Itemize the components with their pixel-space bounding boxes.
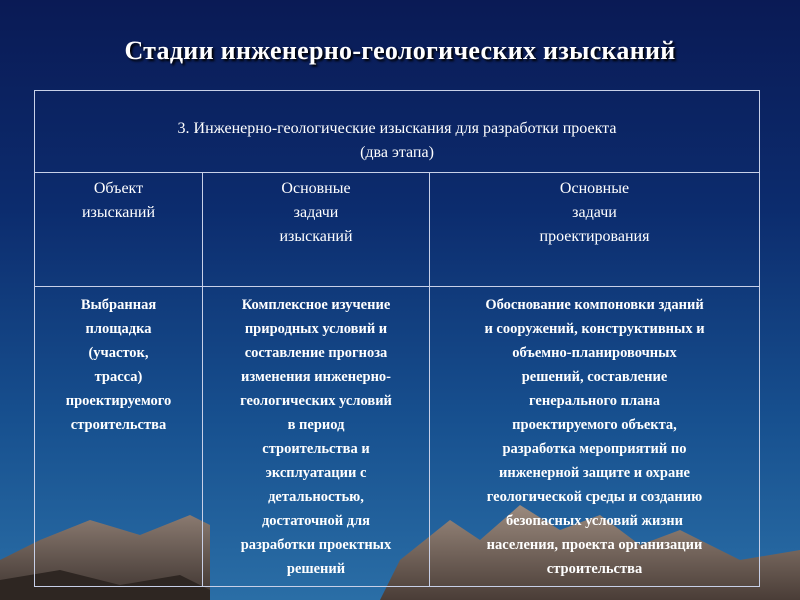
cell-design-tasks	[430, 287, 760, 587]
slide-title: Стадии инженерно-геологических изысканий	[124, 36, 676, 65]
cell-line: генерального плана	[529, 393, 660, 409]
cell-line: Выбранная	[80, 297, 157, 313]
cell-line: строительства и	[262, 441, 370, 457]
column-header-line: изысканий	[81, 204, 156, 221]
cell-line: безопасных условий жизни	[506, 513, 683, 529]
column-header-line: Основные	[559, 180, 630, 197]
cell-line: изменения инженерно-	[240, 369, 391, 385]
column-header-line: Объект	[93, 180, 144, 197]
cell-line: трасса)	[94, 369, 143, 385]
column-header-line: изысканий	[279, 228, 353, 245]
cell-line: проектируемого объекта,	[512, 417, 677, 433]
cell-line: разработки проектных	[240, 537, 392, 553]
cell-line: геологических условий	[240, 393, 392, 409]
column-header-line: проектирования	[539, 228, 650, 245]
cell-line: строительства	[546, 561, 643, 577]
cell-line: (участок,	[88, 345, 149, 361]
cell-line: разработка мероприятий по	[502, 441, 687, 457]
cell-line: решений	[286, 561, 346, 577]
cell-line: достаточной для	[261, 513, 371, 529]
cell-line: населения, проекта организации	[486, 537, 703, 553]
cell-line: проектируемого	[65, 393, 172, 409]
cell-line: детальностью,	[268, 489, 364, 505]
column-header-line: Основные	[281, 180, 351, 197]
cell-line: геологической среды и созданию	[486, 489, 703, 505]
cell-survey-tasks	[203, 287, 430, 587]
cell-line: объемно-планировочных	[512, 345, 677, 361]
column-header-survey-tasks	[203, 173, 430, 287]
cell-line: природных условий и	[244, 321, 388, 337]
header-line: 3. Инженерно-геологические изыскания для разработки проекта	[177, 120, 617, 137]
column-header-line: задачи	[293, 204, 339, 221]
cell-line: инженерной защите и охране	[499, 465, 690, 481]
cell-line: и сооружений, конструктивных и	[484, 321, 705, 337]
cell-line: решений, составление	[521, 369, 668, 385]
table-header-cell	[35, 91, 760, 173]
column-header-row	[35, 173, 760, 287]
cell-object	[35, 287, 203, 587]
header-line: (два этапа)	[360, 144, 434, 161]
cell-line: эксплуатации с	[265, 465, 367, 481]
cell-line: составление прогноза	[244, 345, 388, 361]
stages-table	[34, 90, 760, 587]
cell-line: строительства	[70, 417, 167, 433]
column-header-line: задачи	[572, 204, 617, 221]
column-header-object	[35, 173, 203, 287]
table-header-row	[35, 91, 760, 173]
cell-line: площадка	[85, 321, 152, 337]
cell-line: Комплексное изучение	[241, 297, 391, 313]
table-row	[35, 287, 760, 587]
column-header-design-tasks	[430, 173, 760, 287]
cell-line: в период	[287, 417, 345, 433]
cell-line: Обоснование компоновки зданий	[485, 297, 704, 313]
